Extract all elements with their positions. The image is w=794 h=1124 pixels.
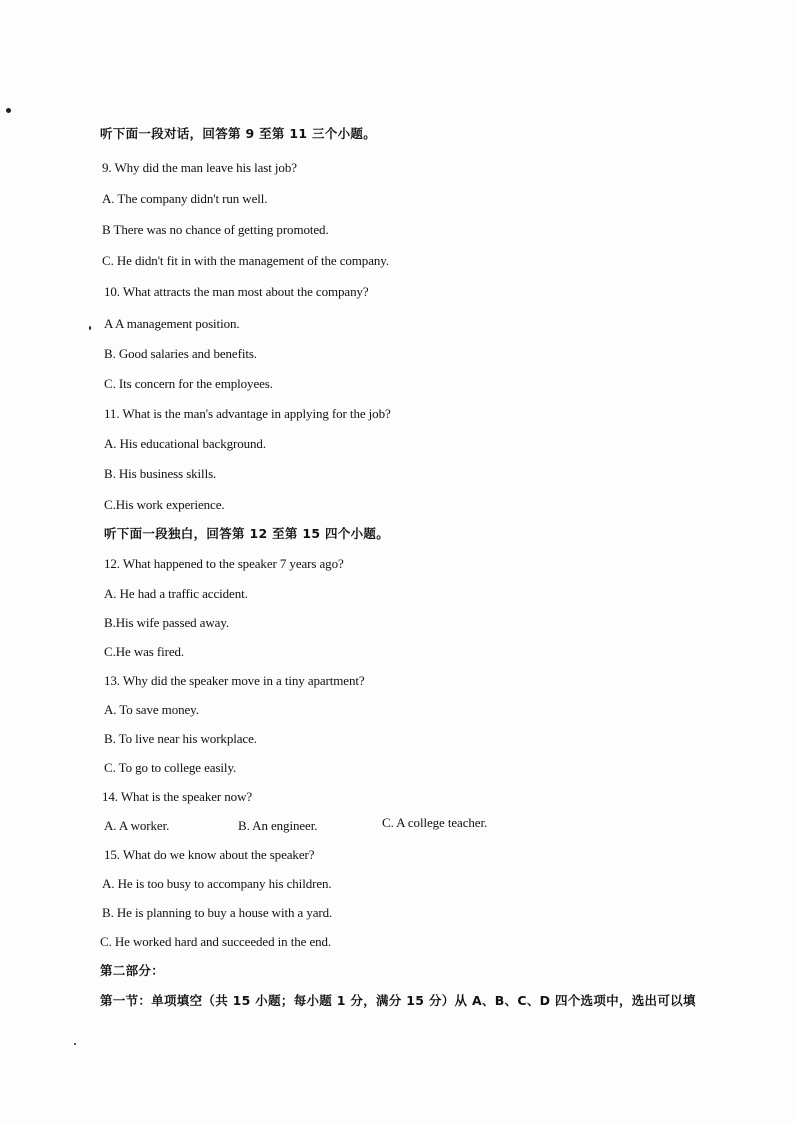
- q12-option-b: B.His wife passed away.: [104, 615, 230, 630]
- q15-option-b: B. He is planning to buy a house with a yard.: [102, 905, 333, 920]
- q11-option-b: B. His business skills.: [104, 466, 217, 481]
- q14-option-b: B. An engineer.: [238, 818, 318, 833]
- q10-option-c: C. Its concern for the employees.: [104, 376, 273, 391]
- section-intro-12-15: 听下面一段独白，回答第 12 至第 15 四个小题。: [104, 526, 389, 541]
- scan-speck: [6, 108, 11, 113]
- q15-option-c: C. He worked hard and succeeded in the end.: [100, 934, 332, 949]
- question-10: 10. What attracts the man most about the company?: [104, 284, 369, 299]
- question-13: 13. Why did the speaker move in a tiny apartment?: [104, 673, 365, 688]
- q14-option-c: C. A college teacher.: [382, 815, 488, 830]
- part-two-heading: 第二部分：: [100, 963, 165, 978]
- scan-speck: [89, 326, 91, 330]
- section-intro-9-11: 听下面一段对话，回答第 9 至第 11 三个小题。: [100, 126, 377, 141]
- q13-option-a: A. To save money.: [104, 702, 199, 717]
- q15-option-a: A. He is too busy to accompany his children.: [102, 876, 332, 891]
- question-14: 14. What is the speaker now?: [102, 789, 253, 804]
- question-15: 15. What do we know about the speaker?: [104, 847, 315, 862]
- question-12: 12. What happened to the speaker 7 years ago?: [104, 556, 344, 571]
- question-11: 11. What is the man's advantage in applying for the job?: [104, 406, 391, 421]
- q9-option-b: B There was no chance of getting promoted.: [102, 222, 329, 237]
- q11-option-c: C.His work experience.: [104, 497, 225, 512]
- q13-option-b: B. To live near his workplace.: [104, 731, 257, 746]
- q12-option-a: A. He had a traffic accident.: [104, 586, 248, 601]
- q9-option-c: C. He didn't fit in with the management of the company.: [102, 253, 389, 268]
- question-9: 9. Why did the man leave his last job?: [102, 160, 297, 175]
- q10-option-a: A A management position.: [104, 316, 240, 331]
- q14-option-a: A. A worker.: [104, 818, 170, 833]
- q10-option-b: B. Good salaries and benefits.: [104, 346, 257, 361]
- q11-option-a: A. His educational background.: [104, 436, 266, 451]
- q9-option-a: A. The company didn't run well.: [102, 191, 268, 206]
- part-two-instruction: 第一节：单项填空（共 15 小题；每小题 1 分，满分 15 分）从 A、B、C、D 四个选项中，选出可以填: [100, 993, 696, 1008]
- scan-speck: [74, 1043, 76, 1045]
- q13-option-c: C. To go to college easily.: [104, 760, 237, 775]
- q12-option-c: C.He was fired.: [104, 644, 185, 659]
